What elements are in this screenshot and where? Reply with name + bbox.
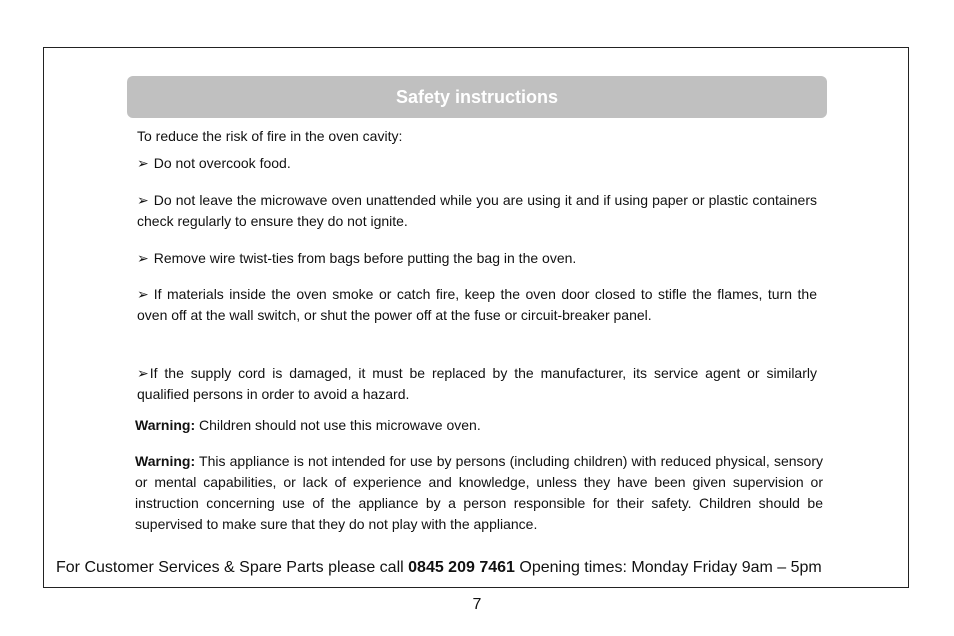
warning-label: Warning: [135,453,196,469]
customer-service-footer: For Customer Services & Spare Parts please call 0845 209 7461 Opening times: Monday Friday 9am – 5pm [56,559,822,576]
warning-label: Warning: [135,417,196,433]
warning-paragraph: Warning: This appliance is not intended for use by persons (including children) with reduced physical, sensory or mental capabilities, or lack of experience and knowledge, unless they have been given supervision or instruction concerning use of the appliance by a person responsible for their safety. Children should be supervised to make sure that they do not play with the appliance. [135,453,823,532]
page-number: 7 [472,596,482,613]
warning-paragraph: Warning: Children should not use this microwave oven. [135,417,481,433]
section-title: Safety instructions [395,87,559,107]
intro-text: To reduce the risk of fire in the oven cavity: [137,128,403,144]
bullet-item: ➢ Do not overcook food. [137,153,817,174]
bullet-item: ➢ Remove wire twist-ties from bags before putting the bag in the oven. [137,248,817,269]
bullet-item: ➢ If the supply cord is damaged, it must be replaced by the manufacturer, its service agent or similarly qualified persons in order to avoid a hazard. [137,363,817,405]
phone-number: 0845 209 7461 [408,559,515,576]
bullet-item: ➢ If materials inside the oven smoke or catch fire, keep the oven door closed to stifle the flames, turn the oven off at the wall switch, or shut the power off at the fuse or circuit-breaker panel. [137,284,817,326]
section-title-banner [127,76,827,118]
bullet-item: ➢ Do not leave the microwave oven unattended while you are using it and if using paper or plastic containers check regularly to ensure they do not ignite. [137,190,817,232]
